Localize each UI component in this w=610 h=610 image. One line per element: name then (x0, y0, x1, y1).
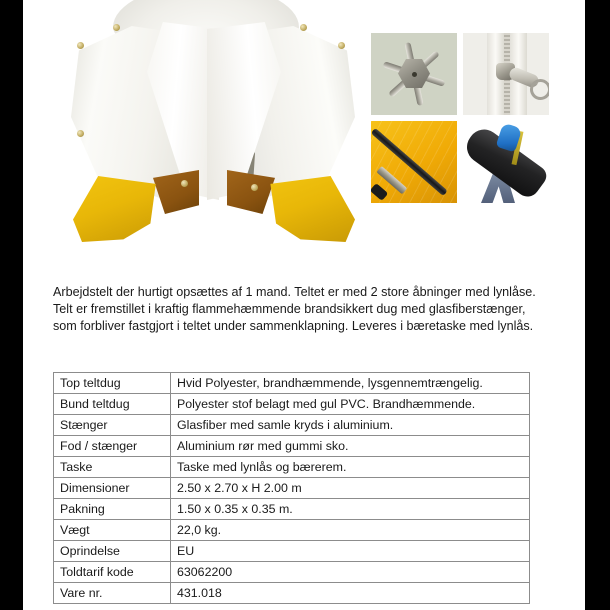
spec-key: Pakning (54, 499, 171, 520)
tent-eyelet-icon (77, 42, 84, 49)
hub-centre-hole (412, 72, 417, 77)
aluminium-hub-photo (371, 33, 457, 115)
specification-table (53, 372, 530, 604)
spec-key: Fod / stænger (54, 436, 171, 457)
table-row (54, 541, 530, 562)
spec-key: Toldtarif kode (54, 562, 171, 583)
main-product-image (55, 0, 371, 250)
table-row (54, 562, 530, 583)
table-row (54, 436, 530, 457)
spec-value: 1.50 x 0.35 x 0.35 m. (171, 499, 530, 520)
table-row (54, 415, 530, 436)
tent-eyelet-icon (300, 24, 307, 31)
table-row (54, 583, 530, 604)
table-row (54, 457, 530, 478)
table-row (54, 520, 530, 541)
spec-key: Vægt (54, 520, 171, 541)
spec-value: 22,0 kg. (171, 520, 530, 541)
spec-key: Oprindelse (54, 541, 171, 562)
table-row (54, 499, 530, 520)
fiberglass-pole-photo (371, 121, 457, 203)
product-images-area (23, 0, 585, 262)
product-datasheet-page (23, 0, 585, 610)
product-description: Arbejdstelt der hurtigt opsættes af 1 mand. Teltet er med 2 store åbninger med lynlåse. Telt er fremstillet i kraftig flammehæmmende brandsikkert dug med glasfiberstænger, som forbliver fastgjort i teltet under sammenklapning. Leveres i bæretaske med lynlås. (53, 284, 536, 334)
letterbox-right (585, 0, 610, 610)
letterbox-left (0, 0, 23, 610)
spec-value: Polyester stof belagt med gul PVC. Brandhæmmende. (171, 394, 530, 415)
spec-value: Glasfiber med samle kryds i aluminium. (171, 415, 530, 436)
tent-eyelet-icon (251, 184, 258, 191)
spec-key: Stænger (54, 415, 171, 436)
zipper-pull-photo (463, 33, 549, 115)
spec-value: 63062200 (171, 562, 530, 583)
spec-key: Bund teltdug (54, 394, 171, 415)
spec-value: 431.018 (171, 583, 530, 604)
table-row (54, 394, 530, 415)
spec-value: EU (171, 541, 530, 562)
tent-eyelet-icon (181, 180, 188, 187)
spec-key: Dimensioner (54, 478, 171, 499)
spec-value: Taske med lynlås og bærerem. (171, 457, 530, 478)
spec-value: Hvid Polyester, brandhæmmende, lysgennemtrængelig. (171, 373, 530, 394)
table-row (54, 478, 530, 499)
spec-value: Aluminium rør med gummi sko. (171, 436, 530, 457)
spec-key: Taske (54, 457, 171, 478)
spec-key: Vare nr. (54, 583, 171, 604)
specification-table-body (54, 373, 530, 604)
tent-eyelet-icon (113, 24, 120, 31)
tent-eyelet-icon (338, 42, 345, 49)
spec-key: Top teltdug (54, 373, 171, 394)
tent-skirt-right (261, 176, 355, 242)
detail-image-grid (371, 33, 551, 207)
spec-value: 2.50 x 2.70 x H 2.00 m (171, 478, 530, 499)
table-row (54, 373, 530, 394)
carry-bag-photo (463, 121, 549, 203)
tent-illustration (55, 0, 371, 250)
tent-eyelet-icon (77, 130, 84, 137)
tent-skirt-left (73, 176, 163, 242)
